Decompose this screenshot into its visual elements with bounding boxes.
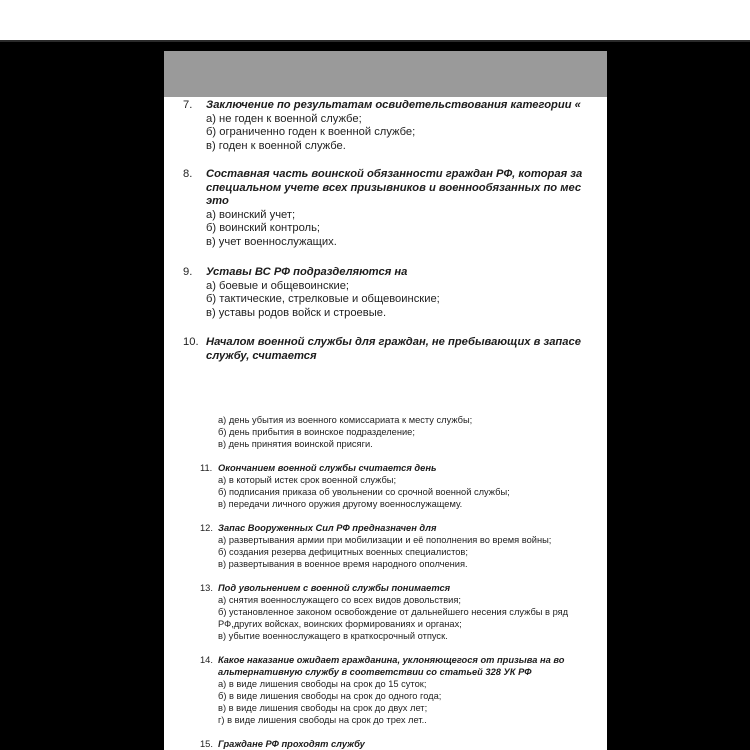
- question-title: специальном учете всех призывников и военнообязанных по мес: [206, 181, 582, 194]
- answer-option: а) день убытия из военного комиссариата к месту службы;: [218, 415, 473, 425]
- question-11: [200, 463, 510, 511]
- question-title: Заключение по результатам освидетельствования категории «: [206, 99, 581, 111]
- answer-option: а) воинский учет;: [206, 208, 296, 221]
- question-15: [200, 739, 365, 750]
- question-number: 7.: [183, 99, 193, 111]
- question-title: альтернативную службу в соответствии со статьей 328 УК РФ: [218, 666, 532, 677]
- answer-option: в) убытие военнослужащего в краткосрочный отпуск.: [218, 630, 448, 641]
- question-10: [183, 336, 581, 363]
- answer-option: а) снятия военнослужащего со всех видов довольствия;: [218, 594, 461, 605]
- answer-option: в) передачи личного оружия другому военнослужащему.: [218, 498, 463, 509]
- question-title: Какое наказание ожидает гражданина, уклоняющегося от призыва на во: [218, 655, 565, 665]
- question-title: Уставы ВС РФ подразделяются на: [206, 266, 408, 278]
- document-page: [164, 51, 607, 750]
- question-12: [200, 523, 552, 571]
- answer-option: б) в виде лишения свободы на срок до одного года;: [218, 690, 442, 701]
- page-header-bar: [164, 51, 607, 97]
- question-number: 8.: [183, 168, 193, 180]
- answer-option: в) день принятия воинской присяги.: [218, 438, 373, 449]
- question-number: 10.: [183, 336, 199, 348]
- question-title: Запас Вооруженных Сил РФ предназначен для: [218, 523, 437, 533]
- answer-option: б) подписания приказа об увольнении со срочной военной службы;: [218, 486, 510, 497]
- answer-option: в) учет военнослужащих.: [206, 235, 337, 248]
- question-7: [183, 99, 581, 153]
- answer-option: б) установленное законом освобождение от дальнейшего несения службы в ряд: [218, 606, 569, 617]
- answer-option: в) развертывания в военное время народного ополчения.: [218, 558, 468, 569]
- question-number: 12.: [200, 523, 213, 533]
- answer-option: а) в виде лишения свободы на срок до 15 суток;: [218, 678, 427, 689]
- frame-divider: [0, 40, 750, 42]
- question-8: [183, 168, 583, 250]
- question-number: 13.: [200, 583, 213, 593]
- answer-option: в) годен к военной службе.: [206, 139, 346, 152]
- top-margin: [0, 0, 750, 40]
- answer-option: б) создания резерва дефицитных военных специалистов;: [218, 546, 468, 557]
- answer-option: а) развертывания армии при мобилизации и её пополнения во время войны;: [218, 534, 552, 545]
- answer-option: г) в виде лишения свободы на срок до трех лет..: [218, 714, 427, 725]
- question-title: Началом военной службы для граждан, не пребывающих в запасе: [206, 336, 581, 348]
- answer-option: б) тактические, стрелковые и общевоинские;: [206, 293, 440, 306]
- question-title: это: [206, 195, 229, 208]
- question-14: [200, 655, 565, 726]
- question-title: Составная часть воинской обязанности граждан РФ, которая за: [206, 168, 583, 180]
- question-number: 11.: [200, 463, 213, 473]
- question-title: службу, считается: [206, 349, 317, 362]
- question-13: [200, 583, 569, 643]
- question-10-options: [218, 415, 472, 451]
- question-number: 14.: [200, 655, 213, 665]
- answer-option: а) не годен к военной службе;: [206, 112, 362, 125]
- answer-option: а) боевые и общевоинские;: [206, 279, 350, 292]
- answer-option: а) в который истек срок военной службы;: [218, 474, 397, 485]
- answer-option: РФ,других войсках, воинских формированиях и органах;: [218, 618, 462, 629]
- question-title: Под увольнением с военной службы понимается: [218, 583, 451, 593]
- question-number: 15.: [200, 739, 213, 749]
- question-9: [183, 266, 440, 320]
- question-title: Окончанием военной службы считается день: [218, 463, 437, 473]
- answer-option: б) день прибытия в воинское подразделение;: [218, 426, 415, 437]
- answer-option: в) в виде лишения свободы на срок до двух лет;: [218, 702, 428, 713]
- answer-option: б) ограниченно годен к военной службе;: [206, 126, 416, 139]
- question-title: Граждане РФ проходят службу: [218, 739, 365, 749]
- answer-option: в) уставы родов войск и строевые.: [206, 306, 387, 319]
- question-number: 9.: [183, 266, 193, 278]
- answer-option: б) воинский контроль;: [206, 222, 321, 235]
